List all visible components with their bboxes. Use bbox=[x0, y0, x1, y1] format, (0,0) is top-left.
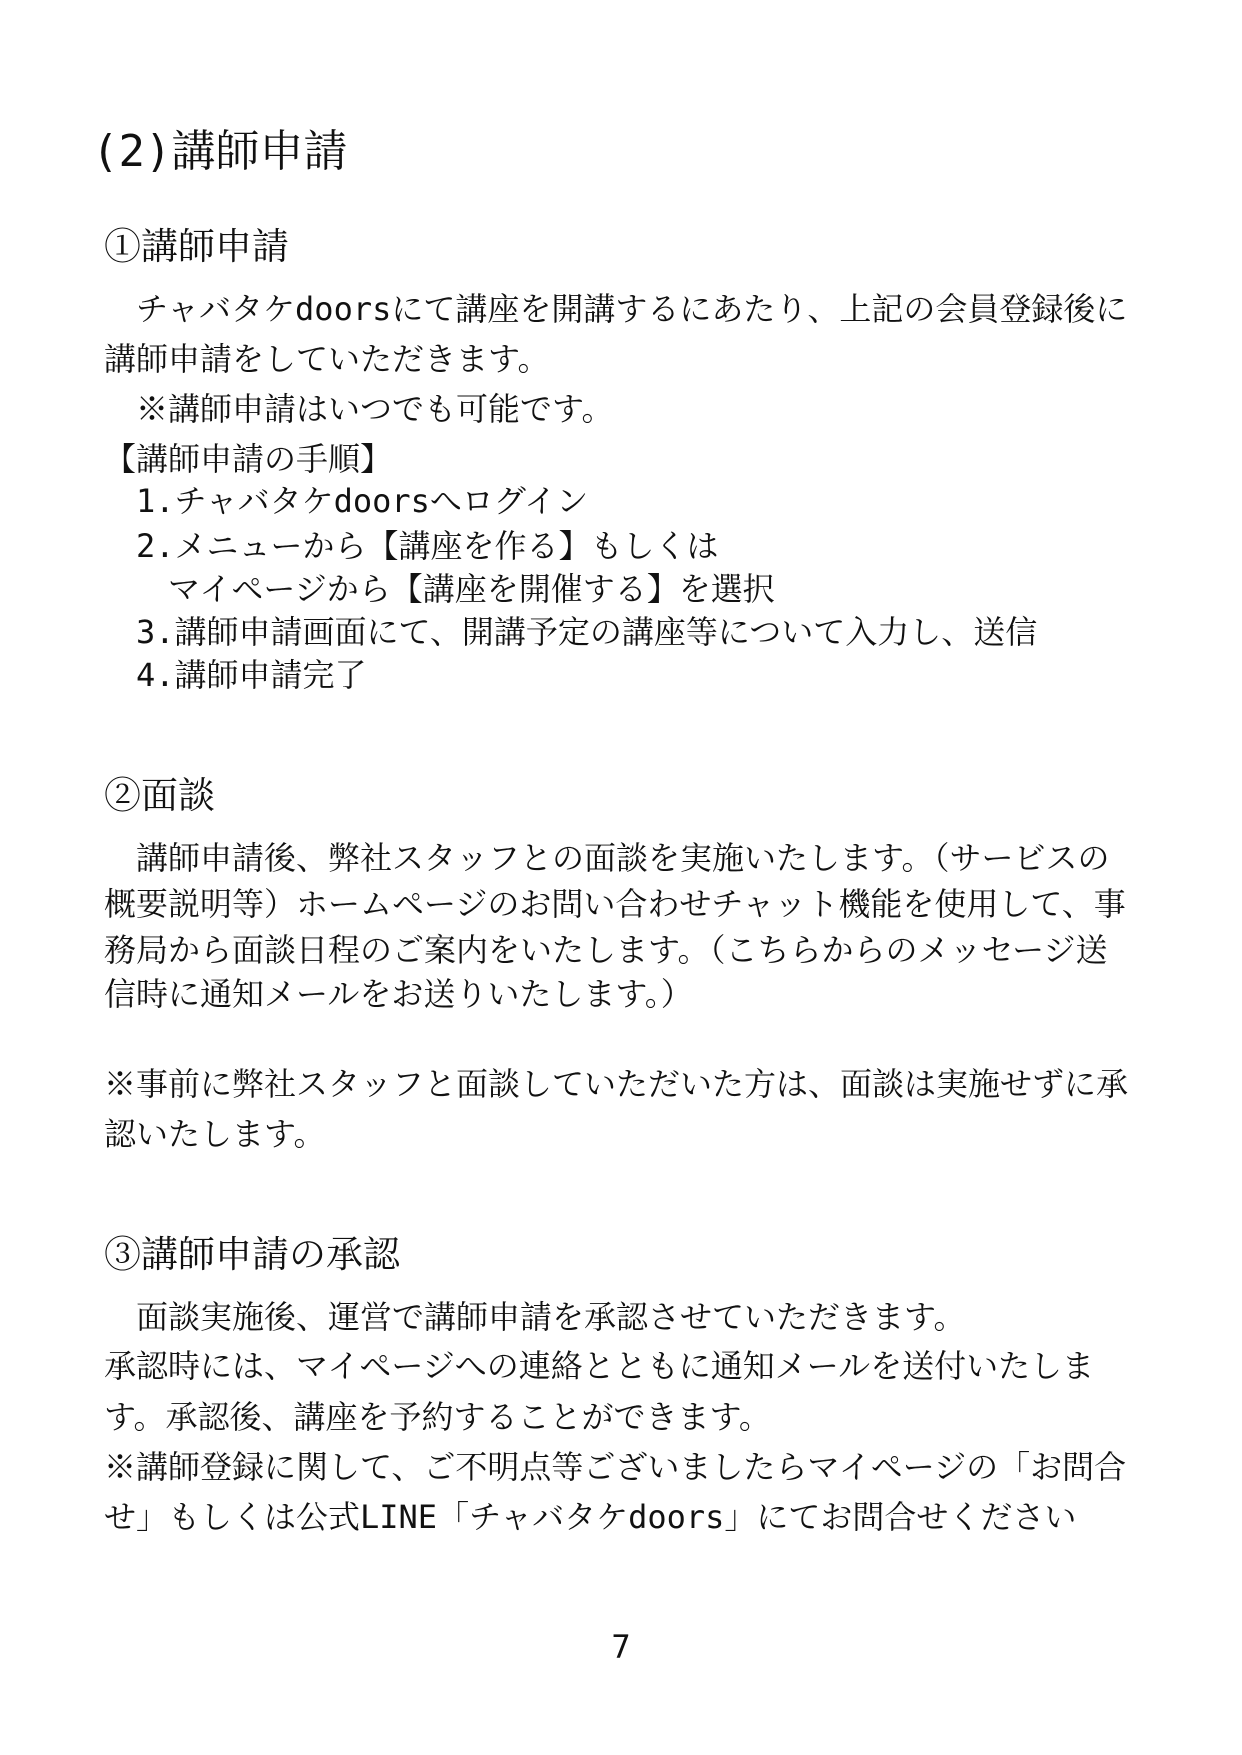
procedure-step: 4.講師申請完了 bbox=[104, 656, 367, 694]
paragraph-line: 面談実施後、運営で講師申請を承認させていただきます。 bbox=[104, 1298, 966, 1336]
note-line: せ」もしくは公式LINE「チャバタケdoors」にてお問合せください bbox=[104, 1498, 1077, 1536]
page-number: 7 bbox=[611, 1628, 631, 1666]
paragraph-line: ※講師申請はいつでも可能です。 bbox=[104, 390, 614, 428]
page-title: (2)講師申請 bbox=[92, 126, 348, 177]
note-line: 認いたします。 bbox=[104, 1115, 326, 1153]
section-heading-application: ①講師申請 bbox=[104, 225, 289, 268]
paragraph-line: 講師申請後、弊社スタッフとの面談を実施いたします。（サービスの bbox=[104, 839, 1110, 877]
procedure-step: マイページから【講座を開催する】を選択 bbox=[104, 570, 775, 608]
section-heading-approval: ③講師申請の承認 bbox=[104, 1233, 400, 1276]
paragraph-line: 信時に通知メールをお送りいたします。） bbox=[104, 975, 693, 1013]
note-line: ※事前に弊社スタッフと面談していただいた方は、面談は実施せずに承 bbox=[104, 1065, 1129, 1103]
procedure-heading: 【講師申請の手順】 bbox=[104, 440, 393, 478]
paragraph-line: 承認時には、マイページへの連絡とともに通知メールを送付いたしま bbox=[104, 1347, 1095, 1385]
paragraph-line: 講師申請をしていただきます。 bbox=[104, 340, 550, 378]
paragraph-line: チャバタケdoorsにて講座を開講するにあたり、上記の会員登録後に bbox=[104, 290, 1128, 328]
paragraph-line: 務局から面談日程のご案内をいたします。（こちらからのメッセージ送 bbox=[104, 931, 1108, 969]
note-line: ※講師登録に関して、ご不明点等ございましたらマイページの「お問合 bbox=[104, 1448, 1127, 1486]
procedure-step: 1.チャバタケdoorsへログイン bbox=[104, 482, 589, 520]
procedure-step: 2.メニューから【講座を作る】もしくは bbox=[104, 527, 719, 565]
procedure-step: 3.講師申請画面にて、開講予定の講座等について入力し、送信 bbox=[104, 613, 1038, 651]
section-heading-interview: ②面談 bbox=[104, 774, 215, 817]
paragraph-line: す。承認後、講座を予約することができます。 bbox=[104, 1398, 771, 1436]
paragraph-line: 概要説明等）ホームページのお問い合わせチャット機能を使用して、事 bbox=[104, 885, 1126, 923]
